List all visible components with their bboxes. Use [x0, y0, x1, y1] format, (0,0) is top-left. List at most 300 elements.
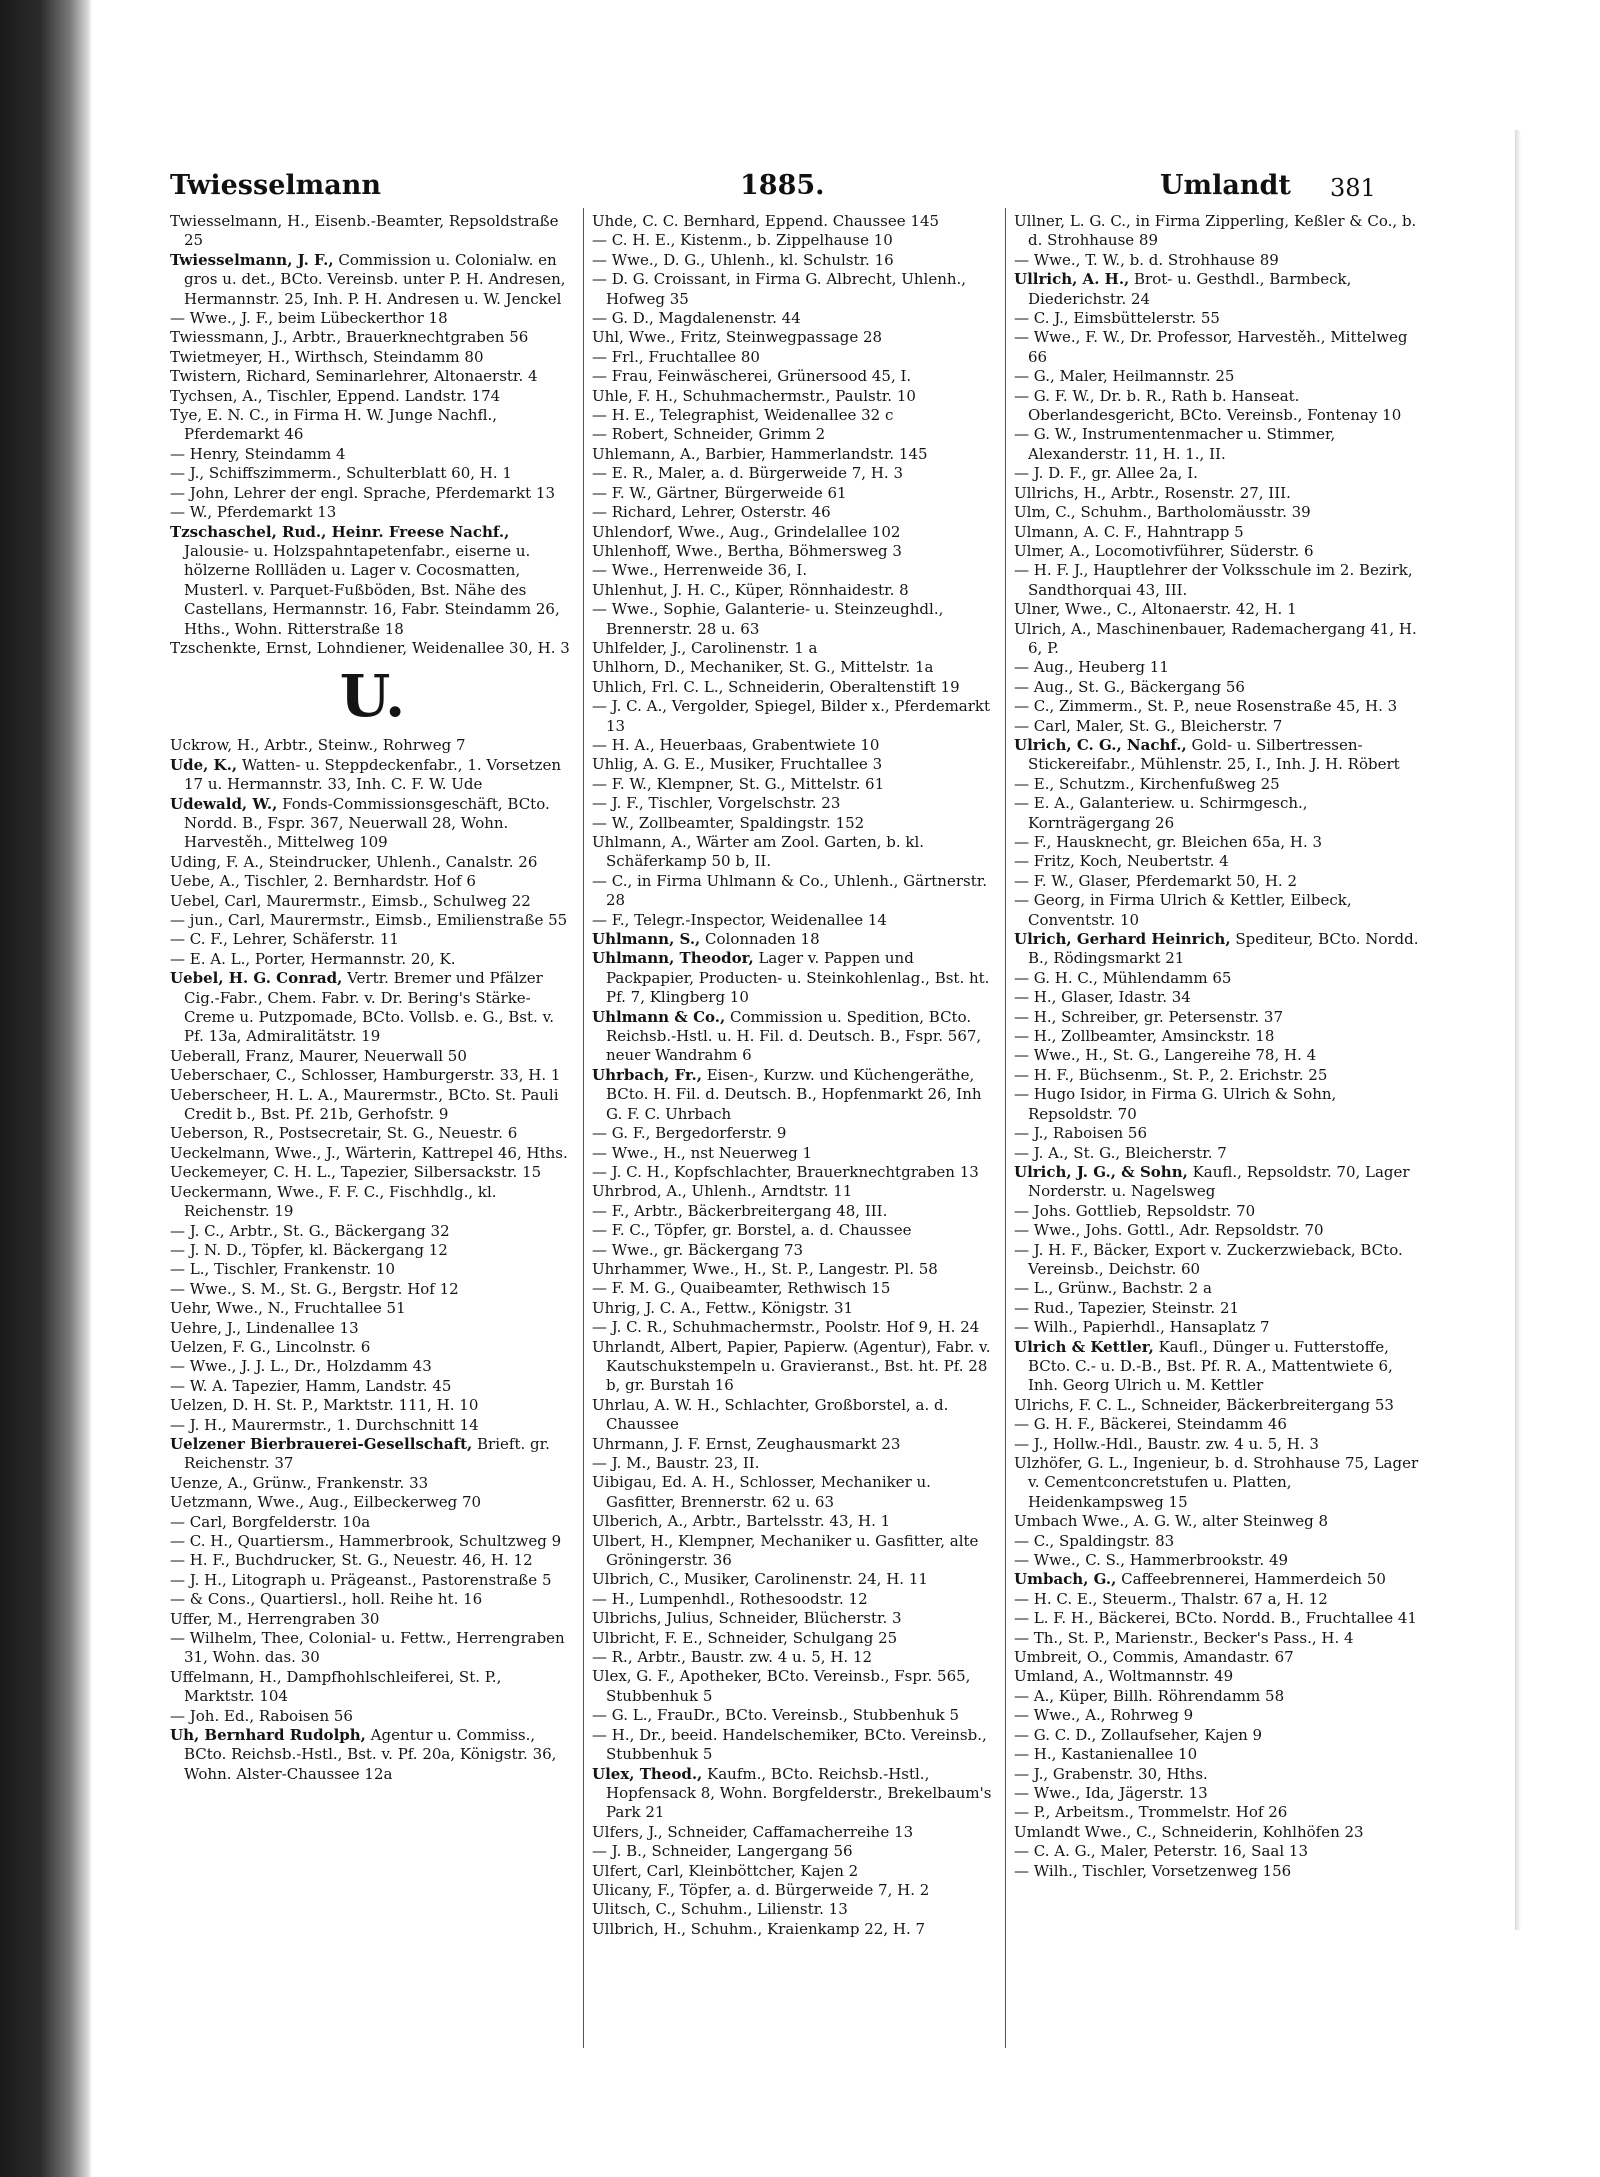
directory-entry — [592, 1473, 997, 1512]
entry-text: Ulrich, A., Maschinenbauer, Rademachergang 41, H. 6, P. — [1014, 619, 1417, 657]
directory-entry — [592, 814, 997, 833]
entry-text: Ulitsch, C., Schuhm., Lilienstr. 13 — [592, 1900, 848, 1919]
entry-text: Ueckelmann, Wwe., J., Wärterin, Kattrepel 46, Hths. — [170, 1143, 568, 1162]
directory-entry — [592, 930, 997, 949]
directory-entry — [1014, 1454, 1419, 1512]
entry-text: Uebe, A., Tischler, 2. Bernhardstr. Hof 6 — [170, 872, 476, 891]
entry-text: Tye, E. N. C., in Firma H. W. Junge Nachfl., Pferdemarkt 46 — [170, 406, 498, 444]
directory-entry — [170, 406, 575, 445]
entry-text: — Wwe., C. S., Hammerbrookstr. 49 — [1014, 1551, 1289, 1570]
directory-entry — [170, 795, 575, 853]
directory-entry — [1014, 1027, 1419, 1046]
directory-entry — [592, 1512, 997, 1531]
directory-entry — [1014, 1784, 1419, 1803]
directory-entry — [1014, 1415, 1419, 1434]
directory-entry — [592, 736, 997, 755]
directory-entry — [1014, 872, 1419, 891]
directory-entry — [170, 484, 575, 503]
directory-entry — [170, 1357, 575, 1376]
entry-text: Ullrichs, H., Arbtr., Rosenstr. 27, III. — [1014, 483, 1291, 502]
directory-entry — [592, 581, 997, 600]
entry-text: Uehr, Wwe., N., Fruchtallee 51 — [170, 1299, 406, 1318]
directory-entry — [170, 348, 575, 367]
directory-entry — [1014, 678, 1419, 697]
entry-text: — J. A., St. G., Bleicherstr. 7 — [1014, 1143, 1227, 1162]
directory-entry — [592, 1124, 997, 1143]
directory-entry — [170, 853, 575, 872]
directory-entry — [170, 756, 575, 795]
directory-entry — [170, 892, 575, 911]
directory-entry — [170, 1222, 575, 1241]
book-binding-shadow — [0, 0, 92, 2177]
directory-column-3 — [1014, 212, 1419, 2062]
entry-text: Uhlemann, A., Barbier, Hammerlandstr. 145 — [592, 444, 928, 463]
entry-text: — F., Telegr.-Inspector, Weidenallee 14 — [592, 910, 887, 929]
directory-entry — [592, 1318, 997, 1337]
directory-entry — [592, 1667, 997, 1706]
entry-text: — J. H., Maurermstr., 1. Durchschnitt 14 — [170, 1415, 479, 1434]
directory-entry — [1014, 1590, 1419, 1609]
entry-text: — Wwe., Sophie, Galanterie- u. Steinzeughdl., Brennerstr. 28 u. 63 — [592, 600, 944, 638]
directory-entry — [1014, 1318, 1419, 1337]
directory-entry — [592, 561, 997, 580]
entry-text: — E. A., Galanteriew. u. Schirmgesch., Kornträgergang 26 — [1014, 794, 1308, 832]
entry-firm-name: Ulrich & Kettler, — [1014, 1337, 1154, 1356]
directory-entry — [1014, 425, 1419, 464]
entry-text: — F. M. G., Quaibeamter, Rethwisch 15 — [592, 1279, 891, 1298]
directory-entry — [1014, 1629, 1419, 1648]
entry-text: Ulner, Wwe., C., Altonaerstr. 42, H. 1 — [1014, 600, 1297, 619]
page-edge-shadow — [1515, 130, 1521, 1930]
entry-text: Uhrbrod, A., Uhlenh., Arndtstr. 11 — [592, 1182, 853, 1201]
directory-entry — [1014, 1512, 1419, 1531]
entry-text: — Fritz, Koch, Neubertstr. 4 — [1014, 852, 1229, 871]
entry-text: — C., Spaldingstr. 83 — [1014, 1531, 1175, 1550]
entry-text: — G. W., Instrumentenmacher u. Stimmer, Alexanderstr. 11, H. 1., II. — [1014, 425, 1336, 463]
directory-entry — [592, 1706, 997, 1725]
entry-text: Uhde, C. C. Bernhard, Eppend. Chaussee 145 — [592, 212, 940, 230]
entry-text: — Richard, Lehrer, Osterstr. 46 — [592, 503, 831, 522]
directory-entry — [592, 1590, 997, 1609]
entry-text: Ulicany, F., Töpfer, a. d. Bürgerweide 7, H. 2 — [592, 1880, 930, 1899]
directory-entry — [592, 1726, 997, 1765]
directory-entry — [170, 1086, 575, 1125]
entry-text: Tzschenkte, Ernst, Lohndiener, Weidenallee 30, H. 3 — [170, 638, 570, 657]
entry-text: — Robert, Schneider, Grimm 2 — [592, 425, 826, 444]
directory-entry — [592, 1202, 997, 1221]
directory-entry — [1014, 464, 1419, 483]
directory-entry — [1014, 309, 1419, 328]
entry-text: Ullbrich, H., Schuhm., Kraienkamp 22, H. 7 — [592, 1919, 926, 1938]
directory-entry — [592, 1008, 997, 1066]
directory-entry — [592, 658, 997, 677]
directory-entry — [1014, 1648, 1419, 1667]
entry-text: Uhlhorn, D., Mechaniker, St. G., Mittelstr. 1a — [592, 658, 934, 677]
entry-text: Uhlich, Frl. C. L., Schneiderin, Oberaltenstift 19 — [592, 677, 960, 696]
directory-entry — [1014, 328, 1419, 367]
directory-entry — [1014, 523, 1419, 542]
entry-text: — Wwe., Herrenweide 36, I. — [592, 561, 808, 580]
entry-firm-name: Uhrbach, Fr., — [592, 1065, 702, 1084]
directory-entry — [170, 523, 575, 639]
directory-entry — [170, 1241, 575, 1260]
entry-text: Eisen-, Kurzw. und Küchengeräthe, BCto. H. Fil. d. Deutsch. B., Hopfenmarkt 26, Inh G. F. C. Uhrbach — [606, 1065, 982, 1123]
directory-entry — [592, 755, 997, 774]
entry-text: Uehre, J., Lindenallee 13 — [170, 1318, 359, 1337]
directory-entry — [592, 425, 997, 444]
directory-entry — [170, 328, 575, 347]
entry-text: — H., Dr., beeid. Handelschemiker, BCto. Vereinsb., Stubbenhuk 5 — [592, 1725, 987, 1764]
directory-entry — [592, 1920, 997, 1939]
directory-entry — [1014, 212, 1419, 251]
entry-text: — W., Zollbeamter, Spaldingstr. 152 — [592, 813, 865, 832]
entry-text: Ulex, G. F., Apotheker, BCto. Vereinsb., Fspr. 565, Stubbenhuk 5 — [592, 1667, 971, 1705]
directory-entry — [592, 1279, 997, 1298]
directory-entry — [592, 1629, 997, 1648]
entry-text: Umland, A., Woltmannstr. 49 — [1014, 1667, 1234, 1686]
directory-entry — [1014, 1163, 1419, 1202]
directory-entry — [1014, 736, 1419, 775]
entry-text: — H. F., Büchsenm., St. P., 2. Erichstr. 25 — [1014, 1065, 1328, 1084]
directory-entry — [592, 775, 997, 794]
directory-entry — [170, 445, 575, 464]
entry-firm-name: Uhlmann, S., — [592, 930, 701, 949]
directory-entry — [1014, 1823, 1419, 1842]
directory-entry — [1014, 1008, 1419, 1027]
entry-text: — C. H. E., Kistenm., b. Zippelhause 10 — [592, 231, 893, 250]
directory-entry — [1014, 503, 1419, 522]
entry-text: Ueberson, R., Postsecretair, St. G., Neuestr. 6 — [170, 1124, 518, 1143]
directory-entry — [1014, 775, 1419, 794]
entry-firm-name: Ulrich, Gerhard Heinrich, — [1014, 930, 1231, 949]
entry-text: — H. F. J., Hauptlehrer der Volksschule im 2. Bezirk, Sandthorquai 43, III. — [1014, 561, 1413, 599]
entry-text: Uhlenhut, J. H. C., Küper, Rönnhaidestr. 8 — [592, 580, 909, 599]
directory-entry — [1014, 794, 1419, 833]
entry-text: — H. E., Telegraphist, Weidenallee 32 c — [592, 406, 894, 425]
entry-text: — jun., Carl, Maurermstr., Eimsb., Emilienstraße 55 — [170, 911, 568, 929]
entry-firm-name: Ulex, Theod., — [592, 1764, 703, 1783]
entry-text: — J. C. H., Kopfschlachter, Brauerknechtgraben 13 — [592, 1162, 979, 1181]
entry-text: Ulbrich, C., Musiker, Carolinenstr. 24, H. 11 — [592, 1570, 928, 1589]
directory-entry — [170, 639, 575, 658]
entry-firm-name: Ude, K., — [170, 755, 238, 774]
column-divider — [1005, 208, 1006, 2048]
entry-text: — A., Küper, Billh. Röhrendamm 58 — [1014, 1686, 1285, 1705]
entry-text: — Th., St. P., Marienstr., Becker's Pass., H. 4 — [1014, 1628, 1354, 1647]
directory-entry — [592, 794, 997, 813]
directory-entry — [170, 1047, 575, 1066]
entry-text: — H., Zollbeamter, Amsinckstr. 18 — [1014, 1027, 1275, 1046]
entry-text: Ueberall, Franz, Maurer, Neuerwall 50 — [170, 1046, 467, 1065]
entry-text: Umbach Wwe., A. G. W., alter Steinweg 8 — [1014, 1512, 1328, 1531]
entry-text: Ullner, L. G. C., in Firma Zipperling, Keßler & Co., b. d. Strohhause 89 — [1014, 212, 1417, 250]
directory-entry — [1014, 1803, 1419, 1822]
entry-text: — Carl, Maler, St. G., Bleicherstr. 7 — [1014, 716, 1283, 735]
entry-text: Colonnaden 18 — [700, 930, 820, 949]
entry-text: — G. F. W., Dr. b. R., Rath b. Hanseat. Oberlandesgericht, BCto. Vereinsb., Fontenay 10 — [1014, 386, 1402, 425]
entry-text: Uhrmann, J. F. Ernst, Zeughausmarkt 23 — [592, 1434, 901, 1453]
entry-text: Uhrlau, A. W. H., Schlachter, Großborstel, a. d. Chaussee — [592, 1395, 949, 1434]
entry-firm-name: Ulrich, C. G., Nachf., — [1014, 735, 1187, 754]
entry-text: — J. C. A., Vergolder, Spiegel, Bilder x., Pferdemarkt 13 — [592, 697, 991, 735]
directory-entry — [592, 1144, 997, 1163]
directory-entry — [170, 1319, 575, 1338]
directory-entry — [170, 1066, 575, 1085]
entry-text: — Wwe., gr. Bäckergang 73 — [592, 1240, 804, 1259]
directory-entry — [1014, 1279, 1419, 1298]
entry-text: — F. W., Glaser, Pferdemarkt 50, H. 2 — [1014, 871, 1298, 890]
directory-entry — [592, 1862, 997, 1881]
directory-entry — [170, 736, 575, 755]
directory-entry — [170, 367, 575, 386]
entry-text: — Johs. Gottlieb, Repsoldstr. 70 — [1014, 1201, 1256, 1220]
directory-entry — [1014, 930, 1419, 969]
entry-text: — G. C. D., Zollaufseher, Kajen 9 — [1014, 1725, 1263, 1744]
page-number: 381 — [1330, 174, 1376, 202]
entry-text: Ulm, C., Schuhm., Bartholomäusstr. 39 — [1014, 503, 1311, 522]
entry-text: — Hugo Isidor, in Firma G. Ulrich & Sohn, Repsoldstr. 70 — [1014, 1085, 1337, 1123]
entry-text: — C. F., Lehrer, Schäferstr. 11 — [170, 930, 399, 949]
entry-text: Ulbert, H., Klempner, Mechaniker u. Gasfitter, alte Gröningerstr. 36 — [592, 1531, 979, 1570]
directory-entry — [170, 387, 575, 406]
entry-text: Fonds-Commissionsgeschäft, BCto. Nordd. B., Fspr. 367, Neuerwall 28, Wohn. Harvestěh., Mittelweg 109 — [184, 794, 550, 852]
directory-entry — [592, 949, 997, 1007]
entry-text: — G. D., Magdalenenstr. 44 — [592, 309, 801, 328]
entry-text: — E. R., Maler, a. d. Bürgerweide 7, H. 3 — [592, 464, 904, 483]
entry-text: — G., Maler, Heilmannstr. 25 — [1014, 367, 1235, 386]
entry-text: Gold- u. Silbertressen-Stickereifabr., Mühlenstr. 25, I., Inh. J. H. Röbert — [1028, 735, 1400, 774]
entry-text: Uding, F. A., Steindrucker, Uhlenh., Canalstr. 26 — [170, 852, 538, 871]
directory-entry — [170, 1493, 575, 1512]
entry-firm-name: Twiesselmann, J. F., — [170, 250, 334, 269]
entry-text: — G. L., FrauDr., BCto. Vereinsb., Stubbenhuk 5 — [592, 1706, 960, 1725]
directory-entry — [592, 639, 997, 658]
entry-text: — H. F., Buchdrucker, St. G., Neuestr. 46, H. 12 — [170, 1551, 533, 1570]
directory-entry — [592, 503, 997, 522]
entry-text: Ulberich, A., Arbtr., Bartelsstr. 43, H. 1 — [592, 1512, 891, 1531]
directory-entry — [1014, 1745, 1419, 1764]
directory-entry — [1014, 852, 1419, 871]
directory-entry — [592, 1454, 997, 1473]
entry-text: — Georg, in Firma Ulrich & Kettler, Eilbeck, Conventstr. 10 — [1014, 891, 1352, 929]
directory-entry — [1014, 387, 1419, 426]
directory-entry — [592, 464, 997, 483]
directory-entry — [170, 930, 575, 949]
entry-firm-name: Udewald, W., — [170, 794, 278, 813]
entry-text: Kaufl., Repsoldstr. 70, Lager Norderstr. u. Nagelsweg — [1028, 1162, 1410, 1201]
directory-entry — [1014, 1687, 1419, 1706]
entry-text: — F. W., Klempner, St. G., Mittelstr. 61 — [592, 774, 885, 793]
entry-text: Kaufl., Dünger u. Futterstoffe, BCto. C.- u. D.-B., Bst. Pf. R. A., Mattentwiete 6, Inh. Georg Ulrich u. M. Kettler — [1028, 1337, 1393, 1395]
entry-firm-name: Uebel, H. G. Conrad, — [170, 969, 343, 988]
entry-text: — H. A., Heuerbaas, Grabentwiete 10 — [592, 735, 880, 754]
entry-text: Ueberschaer, C., Schlosser, Hamburgerstr. 33, H. 1 — [170, 1066, 561, 1085]
directory-entry — [1014, 1667, 1419, 1686]
entry-firm-name: Ulrich, J. G., & Sohn, — [1014, 1162, 1188, 1181]
entry-text: — W. A. Tapezier, Hamm, Landstr. 45 — [170, 1376, 452, 1395]
entry-text: Kaufm., BCto. Reichsb.-Hstl., Hopfensack 8, Wohn. Borgfelderstr., Brekelbaum's Park 21 — [606, 1764, 992, 1822]
directory-entry — [592, 1900, 997, 1919]
entry-text: — C. J., Eimsbüttelerstr. 55 — [1014, 309, 1220, 328]
directory-entry — [592, 1823, 997, 1842]
entry-text: Uelzen, D. H. St. P., Marktstr. 111, H. 10 — [170, 1396, 479, 1415]
entry-text: Uhlig, A. G. E., Musiker, Fruchtallee 3 — [592, 755, 883, 774]
directory-entry — [170, 1726, 575, 1784]
directory-entry — [170, 1396, 575, 1415]
entry-text: Umlandt Wwe., C., Schneiderin, Kohlhöfen 23 — [1014, 1822, 1364, 1841]
entry-text: Twiesselmann, H., Eisenb.-Beamter, Repsoldstraße 25 — [170, 212, 559, 250]
entry-text: Ueckemeyer, C. H. L., Tapezier, Silbersackstr. 15 — [170, 1163, 542, 1182]
directory-entry — [1014, 1609, 1419, 1628]
header-first-entry: Twiesselmann — [170, 170, 381, 201]
directory-entry — [592, 309, 997, 328]
directory-entry — [592, 270, 997, 309]
entry-text: Watten- u. Steppdeckenfabr., 1. Vorsetzen 17 u. Hermannstr. 33, Inh. C. F. W. Ude — [184, 755, 562, 794]
directory-entry — [170, 309, 575, 328]
entry-text: — C. A. G., Maler, Peterstr. 16, Saal 13 — [1014, 1842, 1308, 1861]
directory-entry — [1014, 1706, 1419, 1725]
directory-entry — [170, 1513, 575, 1532]
directory-entry — [1014, 988, 1419, 1007]
directory-entry — [592, 1435, 997, 1454]
directory-entry — [1014, 1241, 1419, 1280]
directory-entry — [170, 950, 575, 969]
entry-text: — Wwe., H., St. G., Langereihe 78, H. 4 — [1014, 1046, 1317, 1065]
entry-text: — Wwe., J. J. L., Dr., Holzdamm 43 — [170, 1357, 432, 1376]
entry-text: — E., Schutzm., Kirchenfußweg 25 — [1014, 774, 1280, 793]
entry-text: Uhrhammer, Wwe., H., St. P., Langestr. Pl. 58 — [592, 1259, 938, 1278]
entry-text: Ulbricht, F. E., Schneider, Schulgang 25 — [592, 1628, 898, 1647]
directory-entry — [170, 1124, 575, 1143]
entry-text: — Aug., St. G., Bäckergang 56 — [1014, 677, 1245, 696]
directory-entry — [1014, 1396, 1419, 1415]
entry-text: — Wwe., S. M., St. G., Bergstr. Hof 12 — [170, 1279, 459, 1298]
directory-entry — [170, 1338, 575, 1357]
directory-entry — [592, 445, 997, 464]
entry-text: Agentur u. Commiss., BCto. Reichsb.-Hstl., Bst. v. Pf. 20a, Königstr. 36, Wohn. Alster-Chaussee 12a — [184, 1726, 557, 1783]
directory-entry — [592, 328, 997, 347]
entry-text: Twietmeyer, H., Wirthsch, Steindamm 80 — [170, 347, 484, 366]
directory-entry — [170, 212, 575, 251]
directory-entry — [1014, 600, 1419, 619]
entry-text: — D. G. Croissant, in Firma G. Albrecht, Uhlenh., Hofweg 35 — [592, 270, 967, 308]
directory-entry — [1014, 367, 1419, 386]
directory-entry — [170, 1590, 575, 1609]
directory-entry — [170, 1299, 575, 1318]
entry-firm-name: Uh, Bernhard Rudolph, — [170, 1726, 366, 1745]
entry-text: — P., Arbeitsm., Trommelstr. Hof 26 — [1014, 1803, 1288, 1822]
entry-text: Ulmann, A. C. F., Hahntrapp 5 — [1014, 522, 1244, 541]
entry-text: — L., Tischler, Frankenstr. 10 — [170, 1260, 396, 1279]
directory-entry — [592, 484, 997, 503]
entry-text: Ulzhöfer, G. L., Ingenieur, b. d. Strohhause 75, Lager v. Cementconcretstufen u. Platten, Heidenkampsweg 15 — [1014, 1454, 1419, 1511]
entry-text: Commission u. Colonialw. en gros u. det., BCto. Vereinsb. unter P. H. Andresen, Hermannstr. 25, Inh. P. H. Andresen u. W. Jenckel — [184, 250, 566, 308]
directory-entry — [170, 1163, 575, 1182]
directory-entry — [1014, 1435, 1419, 1454]
directory-entry — [592, 697, 997, 736]
entry-text: — Aug., Heuberg 11 — [1014, 658, 1169, 677]
entry-text: — H., Lumpenhdl., Rothesoodstr. 12 — [592, 1589, 868, 1608]
entry-text: — Wwe., J. F., beim Lübeckerthor 18 — [170, 309, 448, 328]
entry-text: — J., Hollw.-Hdl., Baustr. zw. 4 u. 5, H. 3 — [1014, 1434, 1319, 1453]
directory-entry — [170, 1435, 575, 1474]
entry-text: Uhrig, J. C. A., Fettw., Königstr. 31 — [592, 1298, 854, 1317]
entry-text: Uenze, A., Grünw., Frankenstr. 33 — [170, 1473, 429, 1492]
entry-text: — Frl., Fruchtallee 80 — [592, 347, 760, 366]
entry-text: — Rud., Tapezier, Steinstr. 21 — [1014, 1298, 1240, 1317]
entry-text: Brieft. gr. Reichenstr. 37 — [184, 1434, 550, 1473]
entry-text: Ulbrichs, Julius, Schneider, Blücherstr. 3 — [592, 1609, 902, 1628]
entry-text: — Wwe., H., nst Neuerweg 1 — [592, 1143, 813, 1162]
directory-entry — [592, 1163, 997, 1182]
entry-text: — Wwe., Ida, Jägerstr. 13 — [1014, 1783, 1208, 1802]
entry-text: Twiessmann, J., Arbtr., Brauerknechtgraben 56 — [170, 328, 529, 347]
entry-text: Ulrichs, F. C. L., Schneider, Bäckerbreitergang 53 — [1014, 1395, 1394, 1414]
header-year: 1885. — [740, 170, 825, 201]
entry-text: Uibigau, Ed. A. H., Schlosser, Mechaniker u. Gasfitter, Brennerstr. 62 u. 63 — [592, 1473, 931, 1511]
directory-entry — [592, 1221, 997, 1240]
directory-entry — [170, 911, 575, 930]
column-divider — [583, 208, 584, 2048]
directory-entry — [592, 1066, 997, 1124]
directory-entry — [1014, 1085, 1419, 1124]
entry-text: Ulfert, Carl, Kleinböttcher, Kajen 2 — [592, 1861, 859, 1880]
entry-text: Uhlmann, A., Wärter am Zool. Garten, b. kl. Schäferkamp 50 b, II. — [592, 833, 925, 871]
directory-entry — [1014, 1144, 1419, 1163]
directory-entry — [592, 523, 997, 542]
directory-entry — [592, 833, 997, 872]
entry-text: — J. M., Baustr. 23, II. — [592, 1454, 760, 1472]
directory-entry — [592, 600, 997, 639]
entry-text: Ueckermann, Wwe., F. F. C., Fischhdlg., kl. Reichenstr. 19 — [170, 1182, 497, 1221]
entry-text: — Frau, Feinwäscherei, Grünersood 45, I. — [592, 367, 912, 386]
entry-text: Uckrow, H., Arbtr., Steinw., Rohrweg 7 — [170, 736, 466, 755]
entry-text: Uhle, F. H., Schuhmachermstr., Paulstr. 10 — [592, 386, 916, 405]
entry-text: Uffer, M., Herrengraben 30 — [170, 1609, 380, 1628]
directory-entry — [1014, 1202, 1419, 1221]
directory-entry — [592, 231, 997, 250]
entry-text: Caffeebrennerei, Hammerdeich 50 — [1116, 1570, 1386, 1589]
entry-text: Tychsen, A., Tischler, Eppend. Landstr. 174 — [170, 386, 501, 405]
entry-text: — R., Arbtr., Baustr. zw. 4 u. 5, H. 12 — [592, 1648, 873, 1667]
entry-text: — W., Pferdemarkt 13 — [170, 503, 337, 522]
entry-text: — J. B., Schneider, Langergang 56 — [592, 1842, 853, 1861]
directory-entry — [592, 1609, 997, 1628]
directory-entry — [592, 1765, 997, 1823]
directory-entry — [170, 464, 575, 483]
directory-entry — [592, 367, 997, 386]
directory-entry — [592, 1570, 997, 1589]
entry-text: — H., Schreiber, gr. Petersenstr. 37 — [1014, 1007, 1284, 1026]
directory-entry — [1014, 251, 1419, 270]
directory-column-2 — [592, 212, 997, 2062]
directory-entry — [592, 1260, 997, 1279]
entry-text: — Wwe., A., Rohrweg 9 — [1014, 1706, 1194, 1725]
directory-entry — [592, 1338, 997, 1396]
entry-text: Uhlenhoff, Wwe., Bertha, Böhmersweg 3 — [592, 541, 902, 560]
entry-firm-name: Ullrich, A. H., — [1014, 270, 1130, 289]
entry-text: — G. H. C., Mühlendamm 65 — [1014, 968, 1232, 987]
directory-entry — [1014, 270, 1419, 309]
directory-entry — [592, 406, 997, 425]
entry-text: — J. H. F., Bäcker, Export v. Zuckerzwieback, BCto. Vereinsb., Deichstr. 60 — [1014, 1240, 1403, 1278]
directory-entry — [1014, 1551, 1419, 1570]
entry-text: — J. H., Litograph u. Prägeanst., Pastorenstraße 5 — [170, 1570, 552, 1589]
directory-entry — [1014, 1338, 1419, 1396]
section-letter: U. — [339, 662, 406, 731]
directory-entry — [170, 1260, 575, 1279]
directory-entry — [1014, 1726, 1419, 1745]
